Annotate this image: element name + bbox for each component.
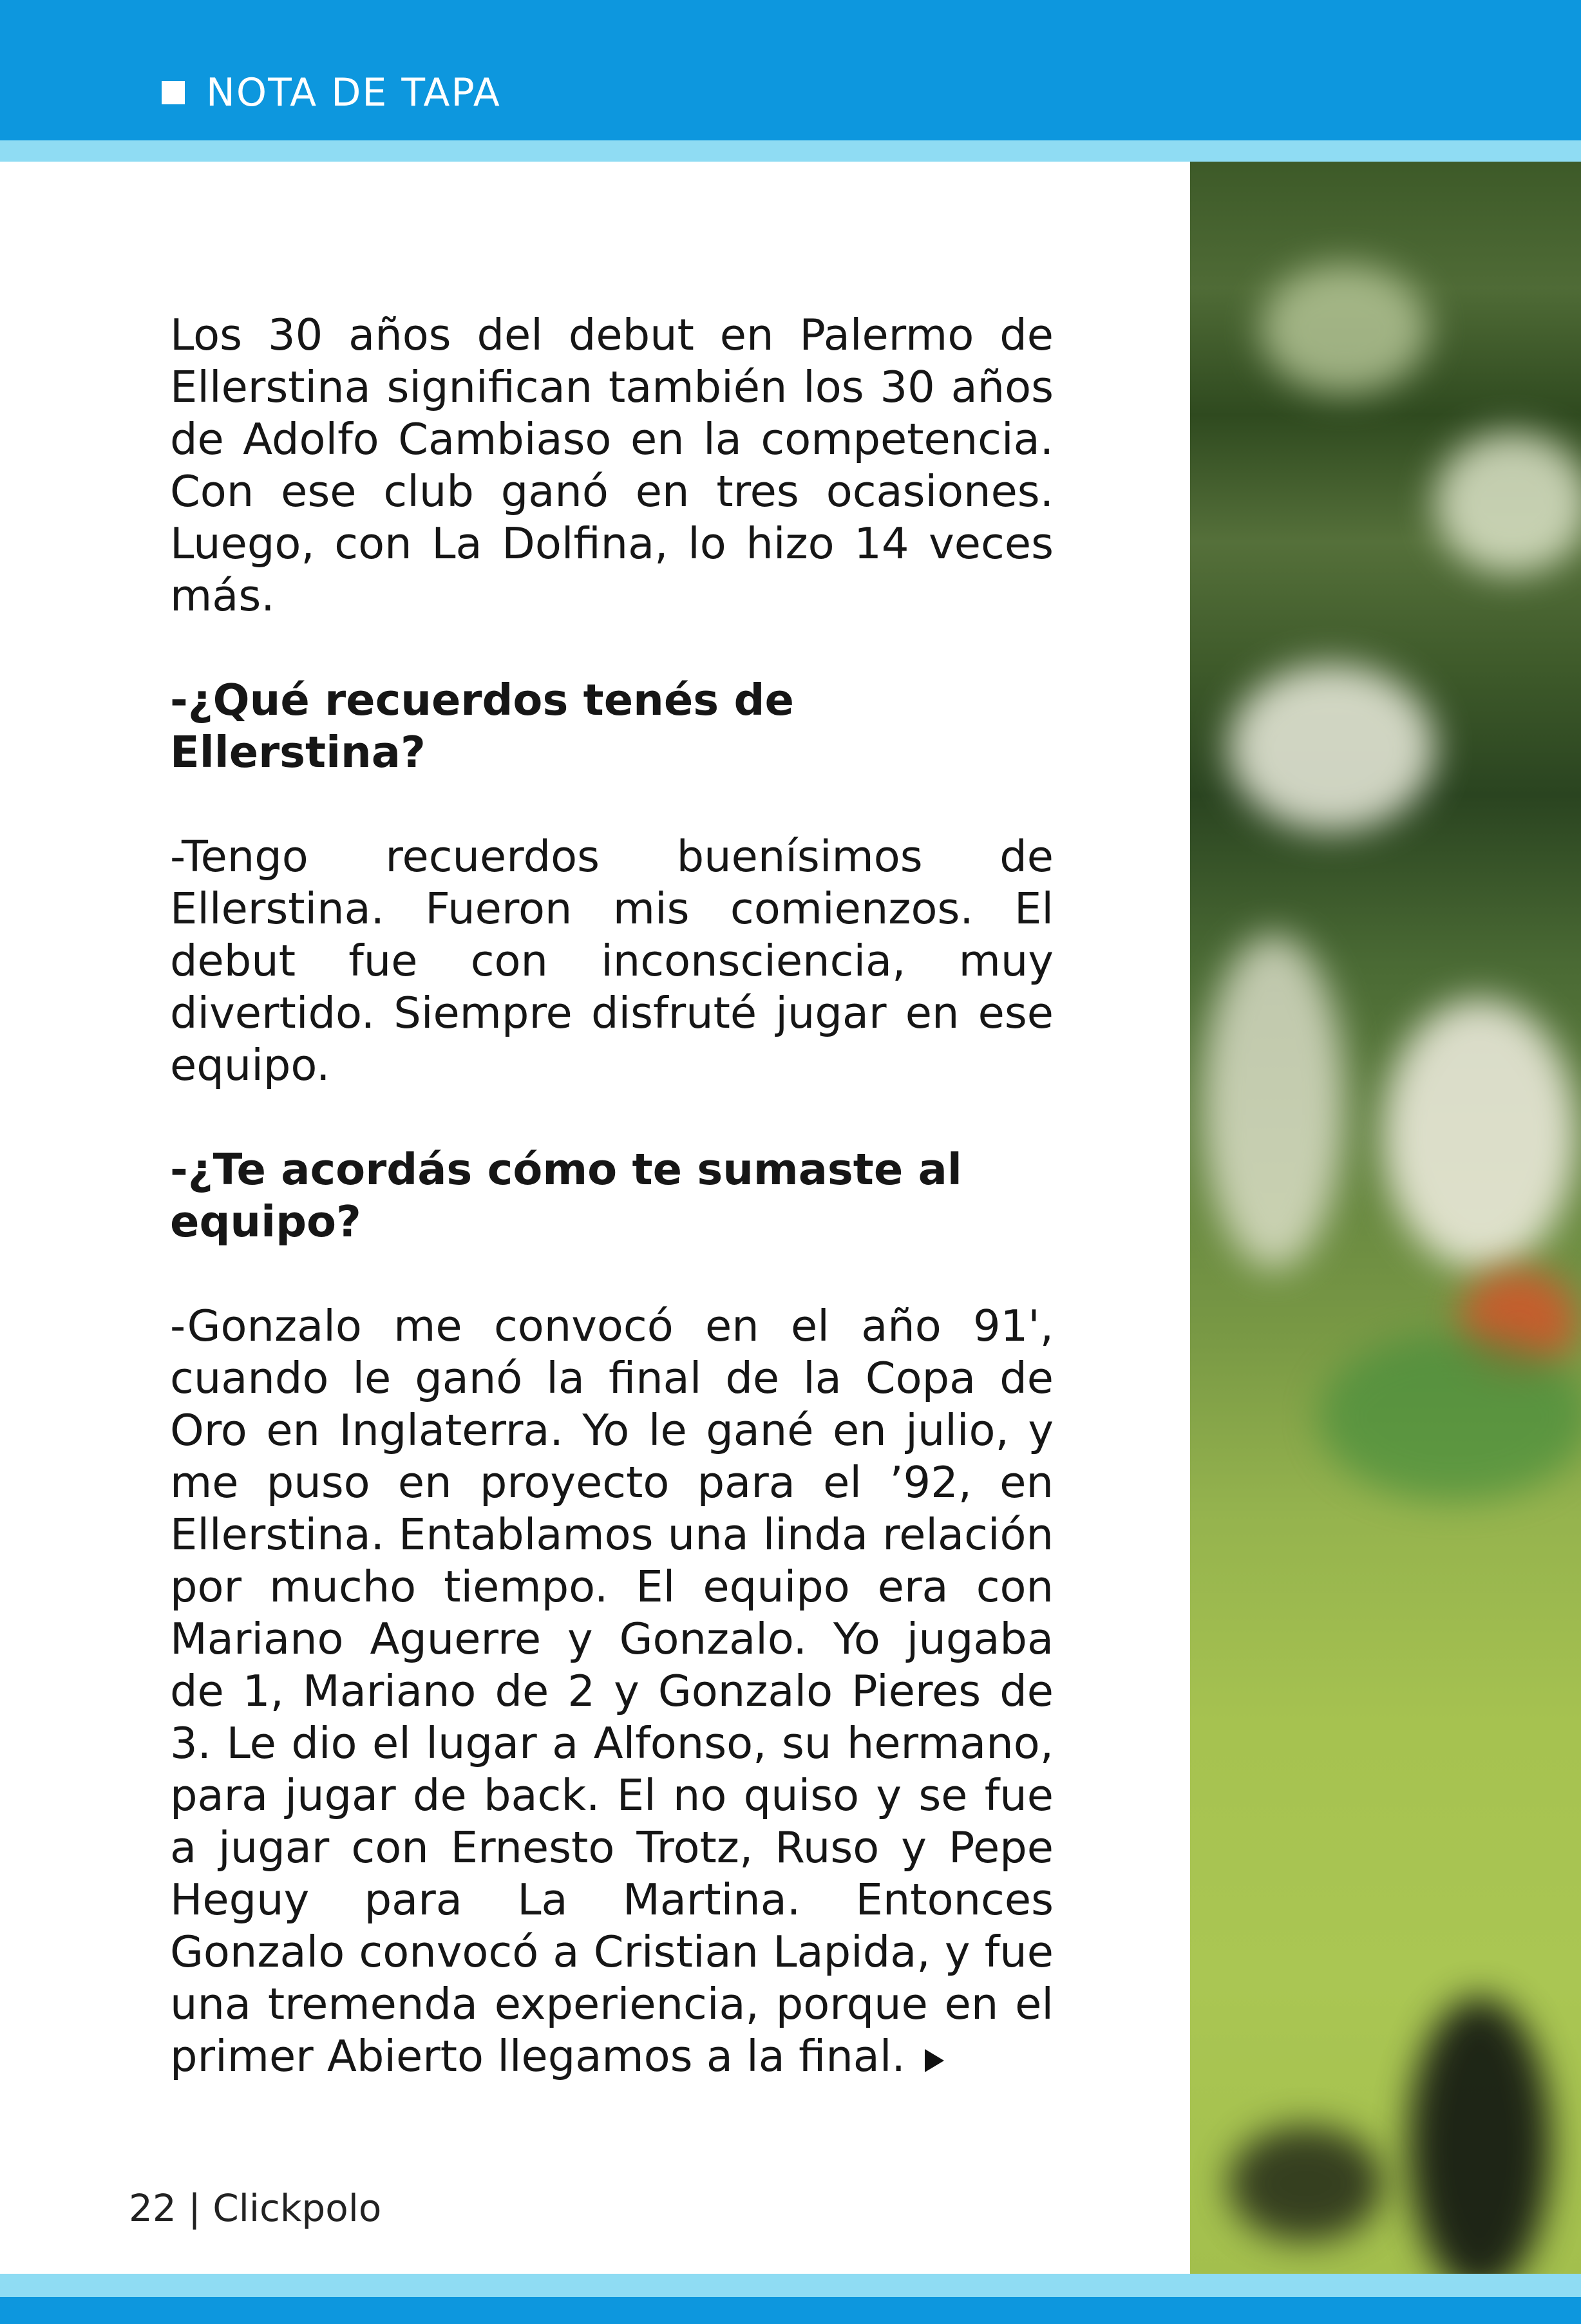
photo-blur-highlight (1383, 999, 1576, 1269)
photo-blur-highlight (1435, 432, 1581, 574)
photo-blur-highlight (1319, 1334, 1581, 1501)
photo-blur-highlight (1203, 934, 1345, 1269)
interview-question: -¿Qué recuerdos tenés de Ellerstina? (170, 675, 794, 777)
photo-blur-highlight (1229, 664, 1435, 831)
square-bullet-icon (162, 81, 185, 104)
page-number-footer: 22 | Clickpolo (129, 2186, 382, 2230)
article-paragraph (170, 1300, 1054, 2083)
photo-blur-highlight (1229, 2126, 1383, 2242)
header-stripe (0, 140, 1581, 162)
play-arrow-icon (925, 2049, 944, 2072)
article-paragraph-text: -Gonzalo me convocó en el año 91', cuando le ganó la final de la Copa de Oro en Inglaterra. Yo le gané en julio, y me puso en proyecto para el ’92, en Ellerstina. Entablamos una linda relación por mucho tiempo. El equipo era con Mariano Aguerre y Gonzalo. Yo jugaba de 1, Mariano de 2 y Gonzalo Pieres de 3. Le dio el lugar a Alfonso, su hermano, para jugar de back. El no quiso y se fue a jugar con Ernesto Trotz, Ruso y Pepe Heguy para La Martina. Entonces Gonzalo convocó a Cristian Lapida, y fue una tremenda experiencia, porque en el primer Abierto llegamos a la final. (170, 1301, 1054, 2081)
article-paragraph: -Tengo recuerdos buenísimos de Ellerstina. Fueron mis comienzos. El debut fue con inconsciencia, muy divertido. Siempre disfruté jugar en ese equipo. (170, 831, 1054, 1090)
cover-photo-crop (1190, 162, 1581, 2274)
article-paragraph: Los 30 años del debut en Palermo de Ellerstina significan también los 30 años de Adolfo Cambiaso en la competencia. Con ese club ganó en tres ocasiones. Luego, con La Dolfina, lo hizo 14 veces más. (170, 310, 1054, 621)
section-label: NOTA DE TAPA (206, 70, 501, 115)
footer-stripe (0, 2274, 1581, 2297)
photo-blur-highlight (1409, 1997, 1551, 2274)
footer-band (0, 2297, 1581, 2324)
photo-blur-highlight (1261, 265, 1428, 393)
article-body (170, 309, 1054, 2083)
interview-question: -¿Te acordás cómo te sumaste al equipo? (170, 1144, 962, 1247)
